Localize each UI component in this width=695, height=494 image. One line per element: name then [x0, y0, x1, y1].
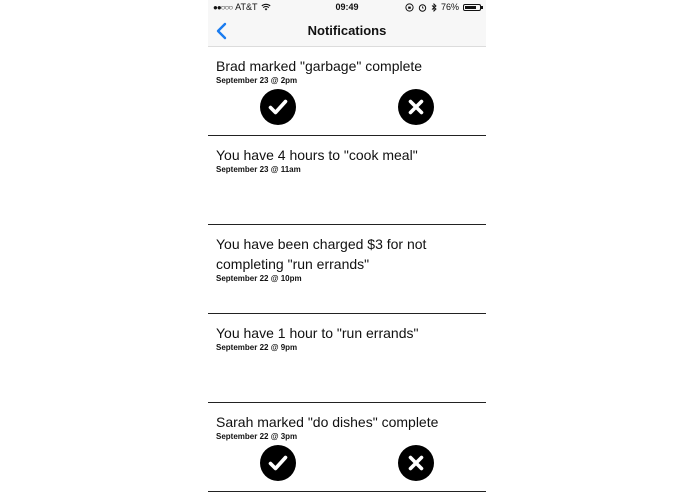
battery-percent: 76%: [440, 2, 459, 12]
close-icon: [398, 89, 434, 125]
notification-date: September 23 @ 2pm: [216, 76, 298, 85]
checkmark-icon: [260, 445, 296, 481]
signal-strength: ●●○○○: [213, 2, 233, 12]
notification-title: Brad marked "garbage" complete: [216, 58, 423, 74]
approve-button[interactable]: [260, 89, 296, 125]
notification-item: [208, 47, 486, 136]
close-icon: [398, 445, 434, 481]
page-title: Notifications: [307, 23, 387, 38]
notification-item: [208, 136, 486, 225]
notification-title: Sarah marked "do dishes" complete: [216, 414, 439, 430]
navigation-bar: [208, 16, 486, 47]
status-bar: [208, 0, 486, 16]
carrier-name: AT&T: [235, 2, 258, 12]
notification-item: [208, 225, 486, 314]
notification-date: September 23 @ 11am: [216, 165, 301, 174]
bluetooth-icon: [431, 3, 437, 12]
reject-button[interactable]: [398, 445, 434, 481]
status-right: [405, 2, 481, 12]
checkmark-icon: [260, 89, 296, 125]
reject-button[interactable]: [398, 89, 434, 125]
alarm-icon: [418, 3, 427, 12]
notification-item: [208, 314, 486, 403]
notification-list: [208, 47, 486, 492]
battery-level: [465, 6, 476, 9]
notification-date: September 22 @ 10pm: [216, 274, 302, 283]
notification-title: You have 4 hours to "cook meal": [216, 147, 418, 163]
phone-screen: [208, 0, 486, 494]
notification-date: September 22 @ 9pm: [216, 343, 298, 352]
battery-icon: [463, 4, 481, 11]
orientation-lock-icon: [405, 3, 414, 12]
status-time: 09:49: [335, 2, 359, 12]
notification-date: September 22 @ 3pm: [216, 432, 298, 441]
notification-title: You have 1 hour to "run errands": [216, 325, 419, 341]
approve-button[interactable]: [260, 445, 296, 481]
notification-title: You have been charged $3 for not completing "run errands": [216, 236, 427, 272]
notification-item: [208, 403, 486, 492]
